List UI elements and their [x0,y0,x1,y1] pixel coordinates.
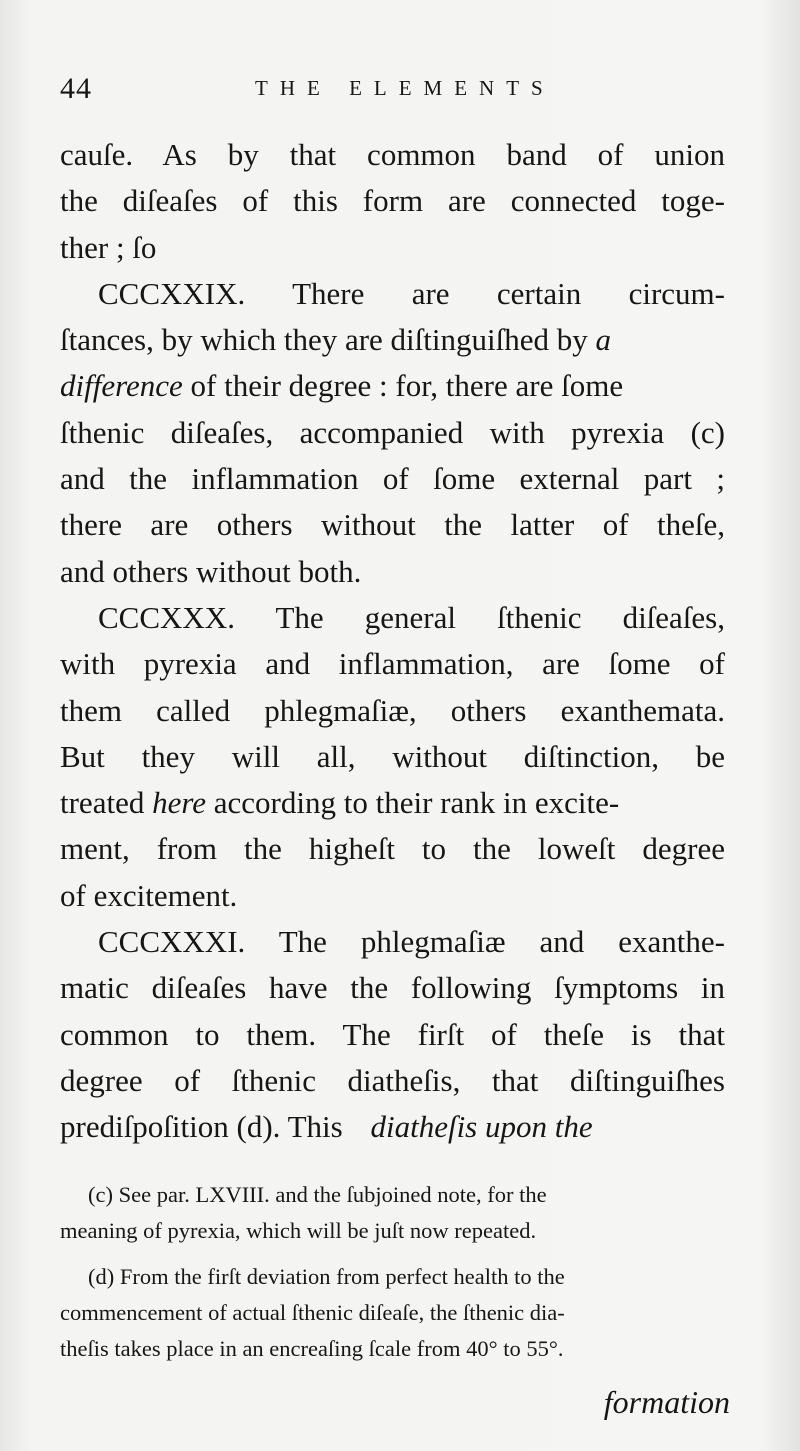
italic-word: difference [60,368,183,404]
footnotes [60,1177,728,1367]
text-line: ther ; ſo [60,229,157,265]
text-line [60,317,725,363]
text-line: and the inflammation of ſome external part ; [60,461,725,497]
text-line: the diſeaſes of this form are connected toge- [60,183,725,219]
text-line: of excitement. [60,877,238,913]
text-segment: treated [60,785,145,821]
text-line: degree of ſthenic diatheſis, that diſtinguiſhes [60,1062,725,1098]
text-line: ment, from the higheſt to the loweſt degree [60,831,725,867]
text-segment: ſtances, by which they are diſtinguiſhed by [60,322,588,358]
running-head: THE ELEMENTS [255,76,555,100]
text-segment: of their degree : for, there are ſome [190,368,624,404]
footnote-d-cont: commencement of actual ſthenic diſeaſe, the ſthenic dia- [60,1300,565,1325]
text-line: with pyrexia and inflammation, are ſome of [60,646,725,682]
text-line [60,780,725,826]
text-line [60,363,725,409]
text-line: common to them. The firſt of theſe is that [60,1016,725,1052]
page-number: 44 [60,72,92,105]
paragraph-cccxxxi-start: CCCXXXI. The phlegmaſiæ and exanthe- [98,924,725,960]
italic-word: here [152,785,207,821]
footnote-d-cont: theſis takes place in an encreaſing ſcale from 40° to 55°. [60,1336,564,1361]
catchword: formation [603,1384,730,1420]
text-segment: prediſpoſition (d). This [60,1109,343,1145]
body-text [60,132,725,1151]
text-line: cauſe. As by that common band of union [60,137,725,172]
italic-phrase: diatheſis upon the [370,1109,593,1145]
italic-word: a [595,322,611,358]
text-line: them called phlegmaſiæ, others exanthemata. [60,692,725,728]
text-line: But they will all, without diſtinction, be [60,738,725,774]
paragraph-cccxxx-start: CCCXXX. The general ſthenic diſeaſes, [98,599,725,635]
footnote-c-cont: meaning of pyrexia, which will be juſt now repeated. [60,1218,537,1243]
text-line: and others without both. [60,553,362,589]
text-line: ſthenic diſeaſes, accompanied with pyrexia (c) [60,414,725,450]
footnote-d: (d) From the firſt deviation from perfect health to the [88,1264,565,1289]
paragraph-cccxxix-start: CCCXXIX. There are certain circum- [98,275,725,311]
text-segment: according to their rank in excite- [213,785,620,821]
text-line [60,1104,725,1150]
footnote-c: (c) See par. LXVIII. and the ſubjoined note, for the [88,1182,547,1207]
page-header [60,72,740,112]
text-line: matic diſeaſes have the following ſymptoms in [60,970,725,1006]
text-line: there are others without the latter of theſe, [60,507,725,543]
